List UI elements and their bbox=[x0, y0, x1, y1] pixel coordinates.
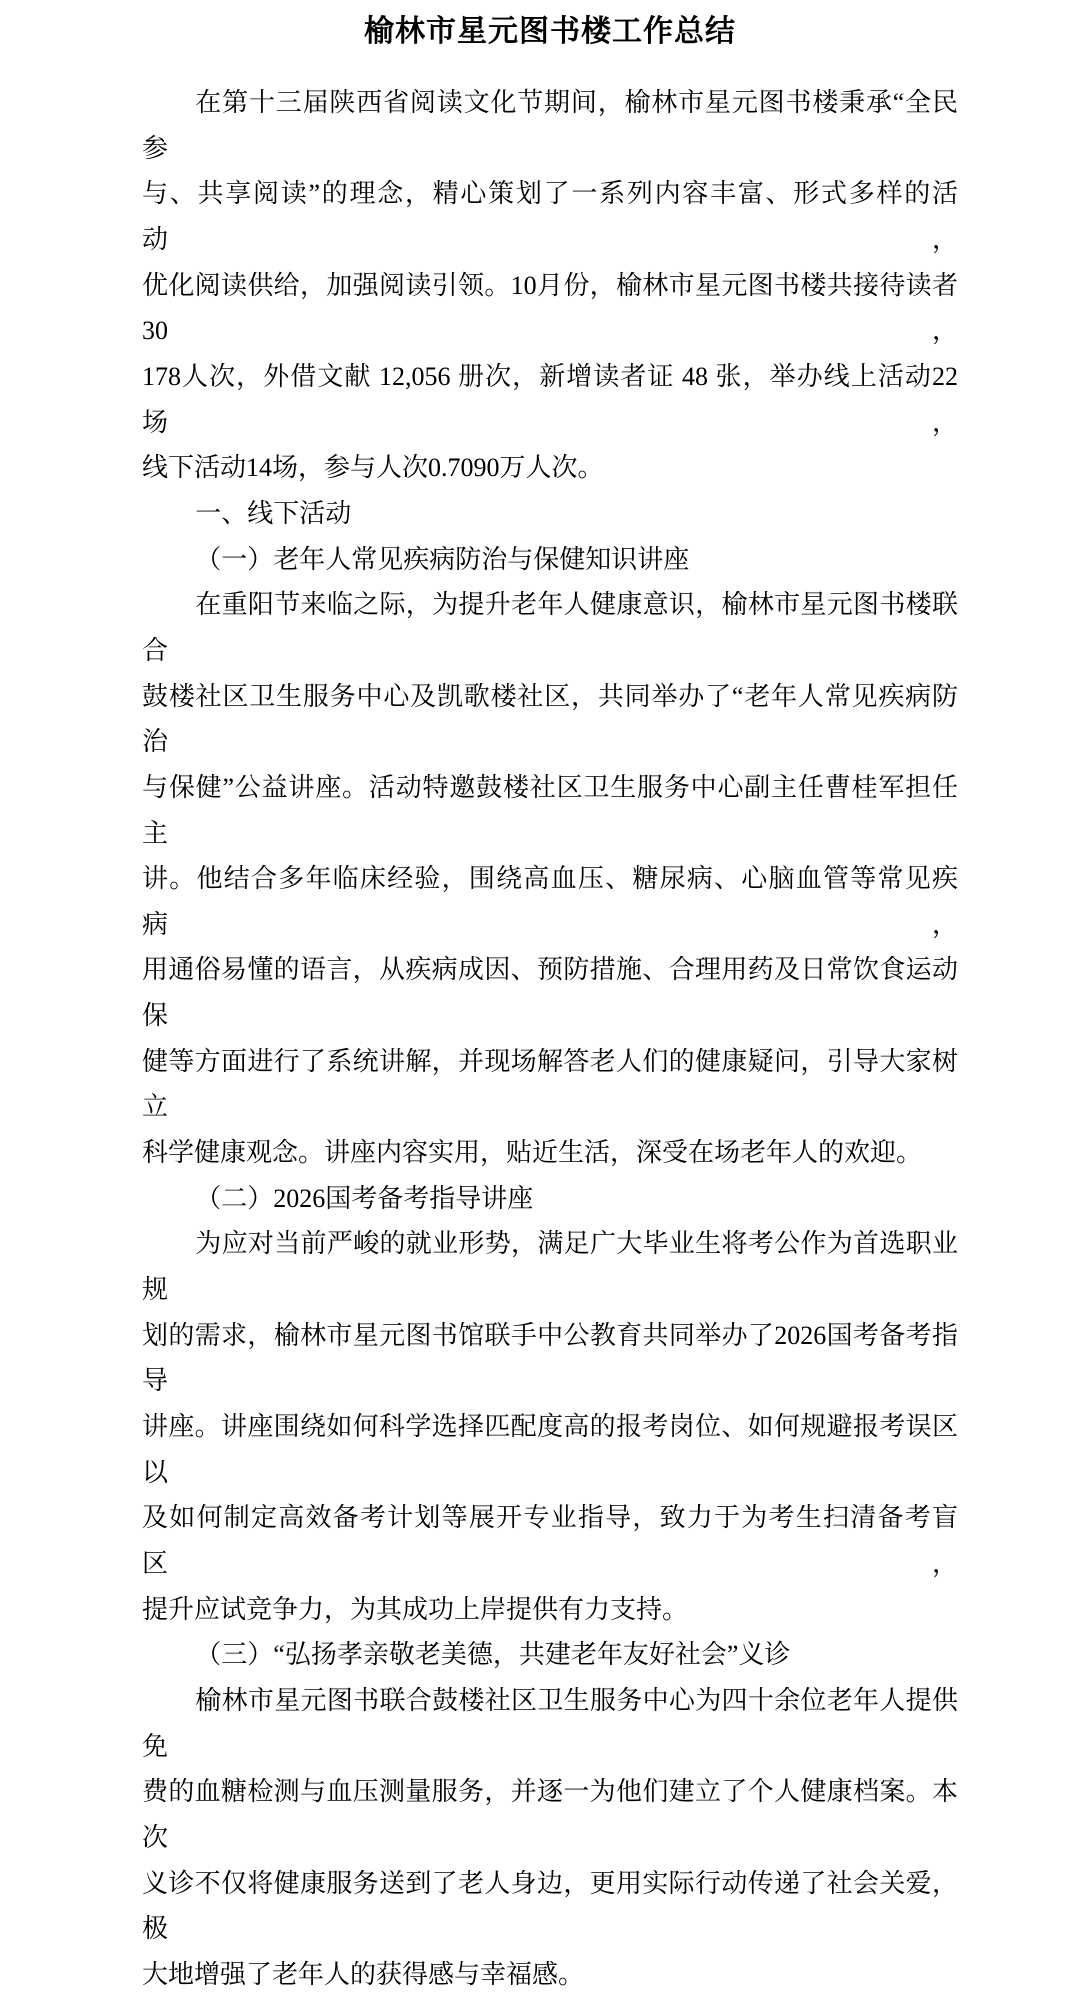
document-title: 榆林市星元图书楼工作总结 bbox=[364, 15, 736, 48]
text-line: 与保健”公益讲座。活动特邀鼓楼社区卫生服务中心副主任曹桂军担任主 bbox=[142, 772, 958, 848]
text-line: 线下活动14场，参与人次0.7090万人次。 bbox=[142, 453, 604, 483]
text-line: 大地增强了老年人的获得感与幸福感。 bbox=[142, 1959, 585, 1989]
document-body bbox=[142, 8, 958, 1998]
text-line: 在第十三届陕西省阅读文化节期间，榆林市星元图书楼秉承“全民参 bbox=[142, 88, 958, 163]
text-line: 优化阅读供给，加强阅读引领。10月份，榆林市星元图书楼共接待读者 30， bbox=[142, 270, 958, 346]
text-line: 及如何制定高效备考计划等展开专业指导，致力于为考生扫清备考盲区， bbox=[142, 1503, 958, 1578]
text-line: 鼓楼社区卫生服务中心及凯歌楼社区，共同举办了“老年人常见疾病防治 bbox=[142, 681, 958, 757]
text-line: 健等方面进行了系统讲解，并现场解答老人们的健康疑问，引导大家树立 bbox=[142, 1046, 958, 1122]
subsection-heading: （一）老年人常见疾病防治与保健知识讲座 bbox=[195, 544, 690, 574]
section-heading: 一、线下活动 bbox=[195, 498, 352, 528]
text-line: 用通俗易懂的语言，从疾病成因、预防措施、合理用药及日常饮食运动保 bbox=[142, 955, 958, 1031]
text-line: 在重阳节来临之际，为提升老年人健康意识，榆林市星元图书楼联合 bbox=[142, 590, 958, 665]
text-line: 讲。他结合多年临床经验，围绕高血压、糖尿病、心脑血管等常见疾病， bbox=[142, 864, 958, 939]
text-line: 科学健康观念。讲座内容实用，贴近生活，深受在场老年人的欢迎。 bbox=[142, 1138, 923, 1168]
text-line: 为应对当前严峻的就业形势，满足广大毕业生将考公作为首选职业规 bbox=[142, 1229, 958, 1305]
text-line: 178人次，外借文献 12,056 册次，新增读者证 48 张，举办线上活动22场， bbox=[142, 361, 958, 437]
text-line: 榆林市星元图书联合鼓楼社区卫生服务中心为四十余位老年人提供免 bbox=[142, 1685, 958, 1761]
subsection-heading: （二）2026国考备考指导讲座 bbox=[195, 1183, 534, 1213]
text-line: 提升应试竞争力，为其成功上岸提供有力支持。 bbox=[142, 1594, 689, 1624]
text-line: 费的血糖检测与血压测量服务，并逐一为他们建立了个人健康档案。本次 bbox=[142, 1777, 958, 1852]
text-line: 划的需求，榆林市星元图书馆联手中公教育共同举办了2026国考备考指导 bbox=[142, 1320, 958, 1396]
text-line: 义诊不仅将健康服务送到了老人身边，更用实际行动传递了社会关爱，极 bbox=[142, 1868, 958, 1944]
text-line: 与、共享阅读”的理念，精心策划了一系列内容丰富、形式多样的活动， bbox=[142, 179, 958, 254]
subsection-heading: （三）“弘扬孝亲敬老美德，共建老年友好社会”义诊 bbox=[195, 1640, 791, 1670]
text-line: 讲座。讲座围绕如何科学选择匹配度高的报考岗位、如何规避报考误区以 bbox=[142, 1412, 958, 1487]
